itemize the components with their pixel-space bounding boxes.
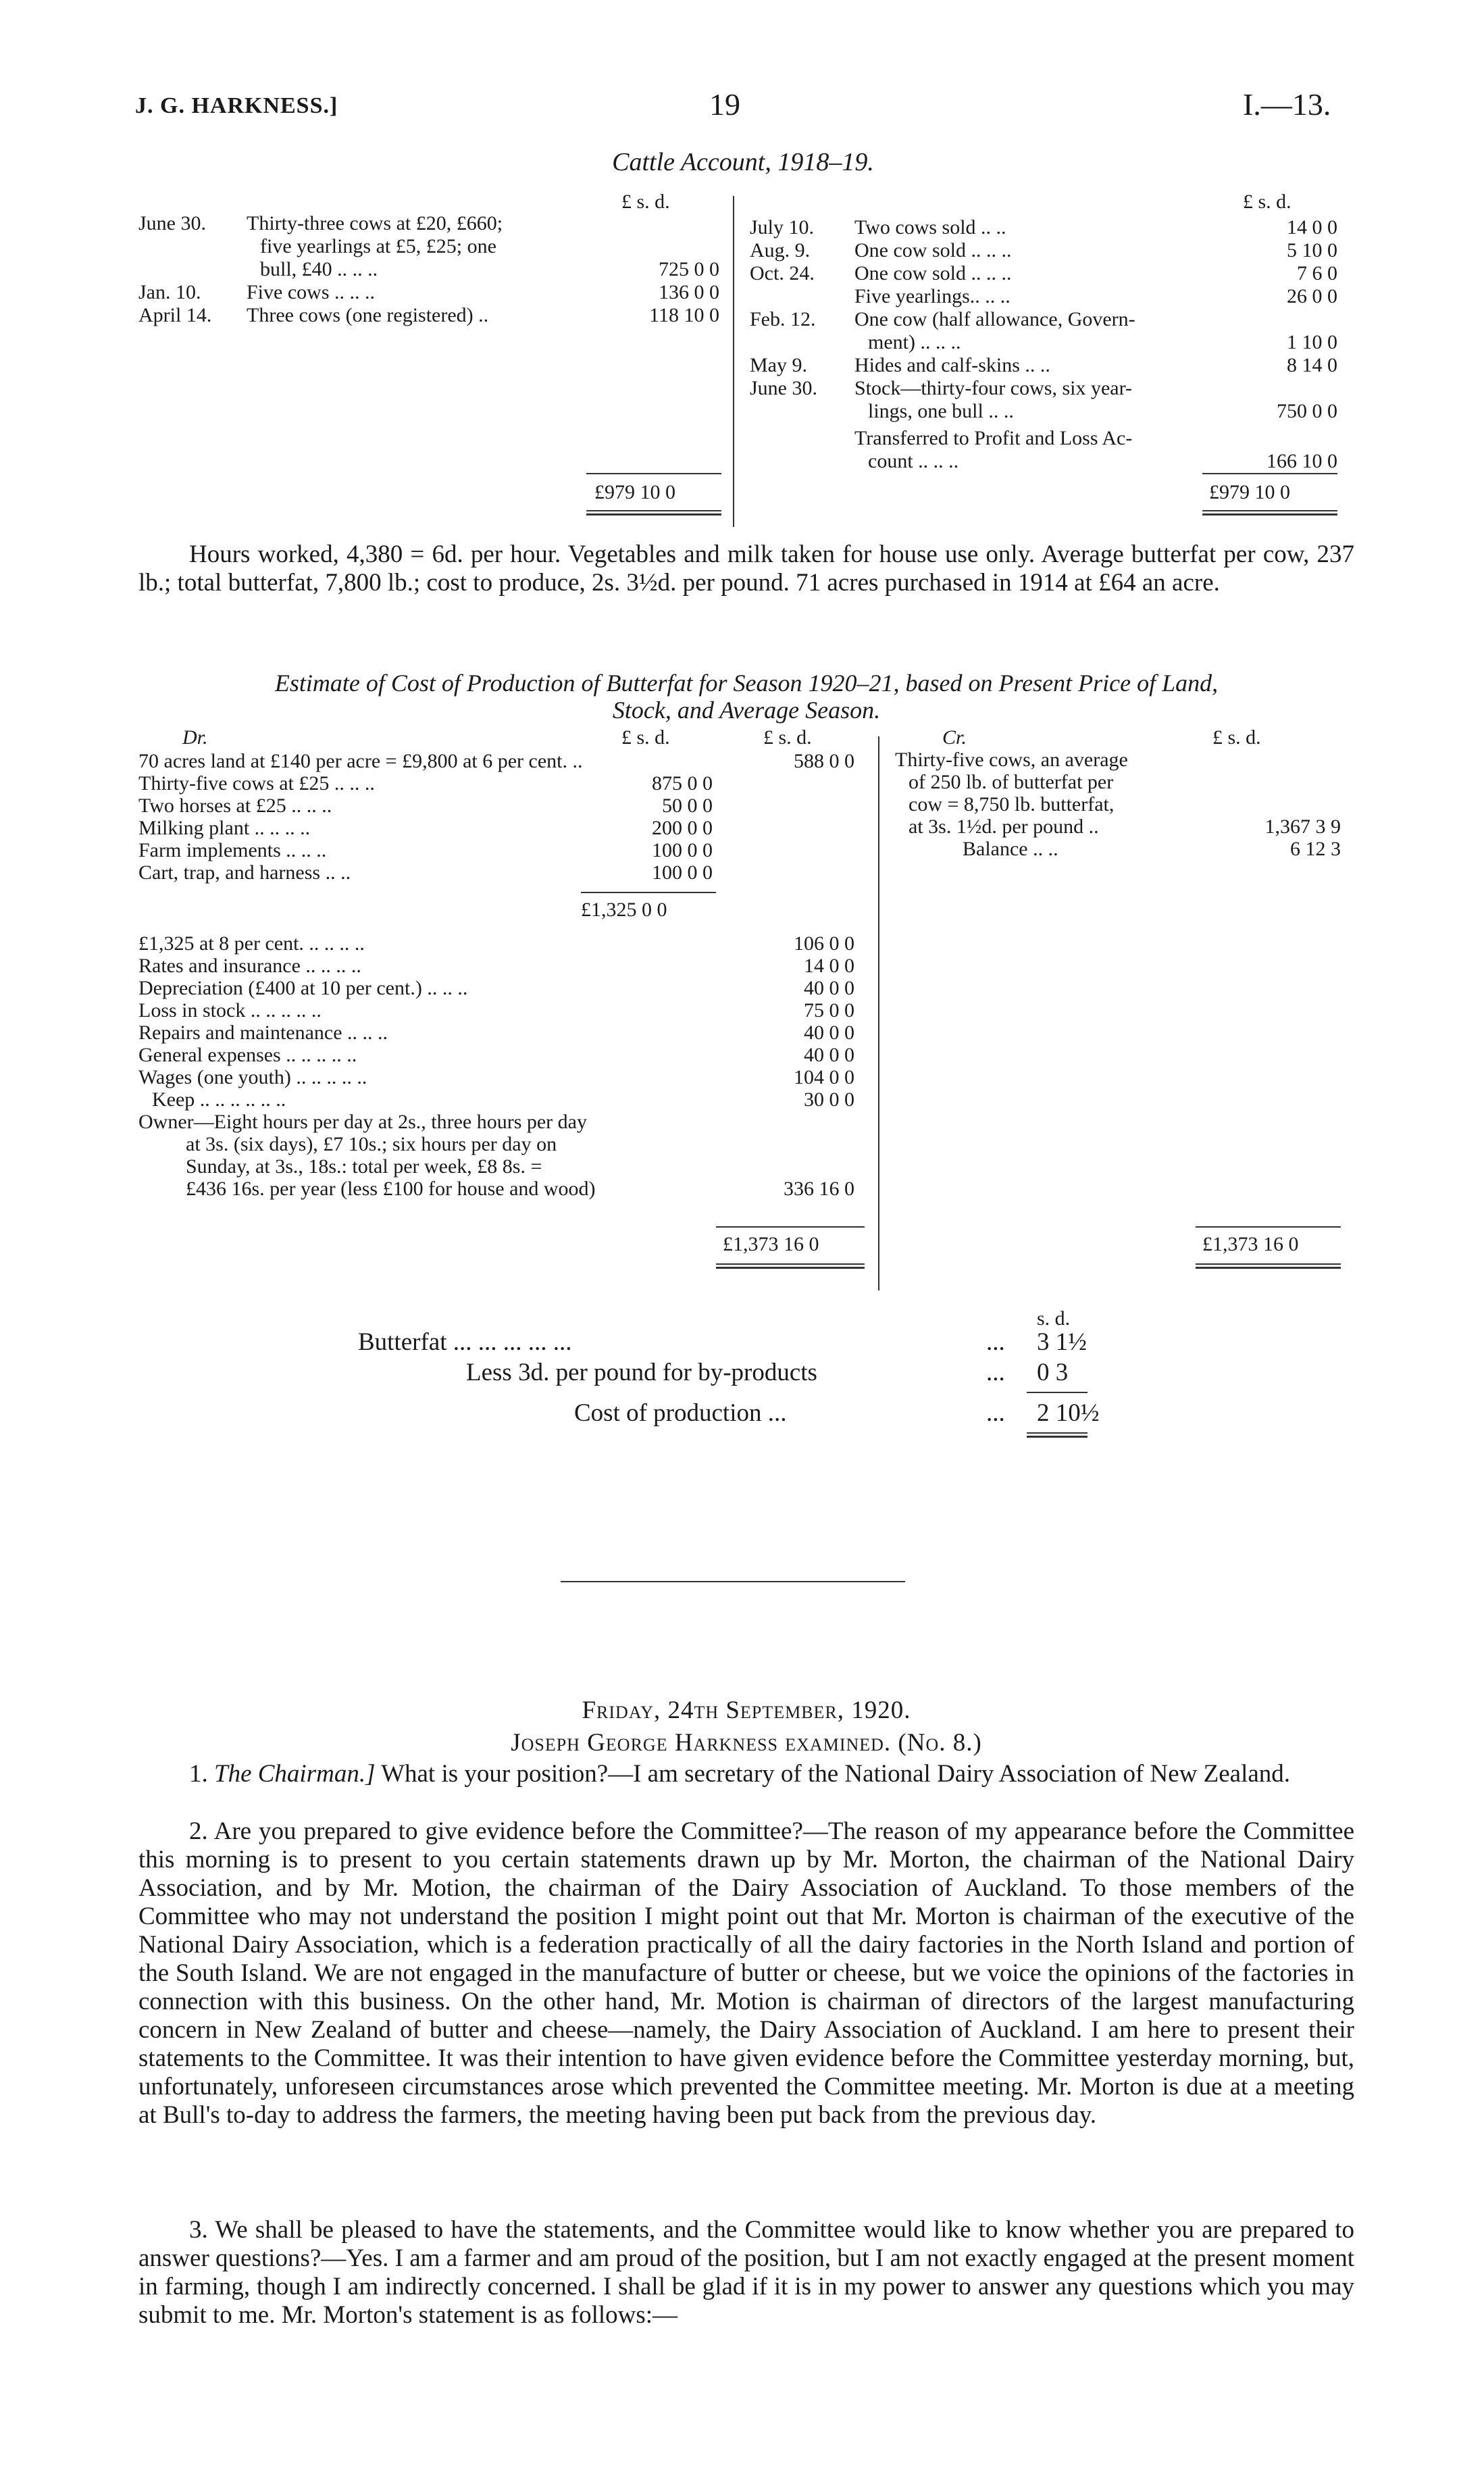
estimate-row: £1,325 at 8 per cent. .. .. .. .. 106 0 0 [138, 932, 854, 955]
estimate-total-rule-left [716, 1226, 865, 1228]
estimate-owner-line: £436 16s. per year (less £100 for house and wood) 336 16 0 [186, 1178, 854, 1200]
estimate-credit-line: at 3s. 1½d. per pound .. 1,367 3 9 [909, 815, 1341, 838]
estimate-balance-line: Balance .. .. 6 12 3 [963, 838, 1341, 860]
cattle-debit-row: five yearlings at £5, £25; one [260, 235, 496, 257]
cattle-rule-right [1202, 473, 1337, 474]
cattle-debit-row: April 14. Three cows (one registered) .. 118 10 0 [138, 304, 719, 326]
cattle-credit-row: Transferred to Profit and Loss Ac- [854, 427, 1133, 449]
estimate-row: Thirty-five cows at £25 .. .. .. 875 0 0 [138, 772, 713, 795]
estimate-row: Keep .. .. .. .. .. .. 30 0 0 [152, 1088, 854, 1111]
cattle-credit-row: Feb. 12. One cow (half allowance, Govern- [750, 308, 1135, 330]
estimate-credit [895, 749, 1341, 860]
estimate-total-rule-right [1196, 1226, 1341, 1228]
estimate-row: General expenses .. .. .. .. .. 40 0 0 [138, 1044, 854, 1066]
cattle-credit-row: count .. .. .. 166 10 0 [868, 450, 1337, 472]
cattle-total-right: £979 10 0 [1209, 481, 1290, 503]
estimate-credit-line: Thirty-five cows, an average [895, 749, 1128, 771]
estimate-row: Rates and insurance .. .. .. .. 14 0 0 [138, 955, 854, 977]
cost-double-rule [1027, 1432, 1088, 1438]
estimate-title-line1: Estimate of Cost of Production of Butterfat for Season 1920–21, based on Present Price of Land, [274, 670, 1219, 697]
cattle-account-title: Cattle Account, 1918–19. [612, 148, 874, 176]
estimate-row: Wages (one youth) .. .. .. .. .. 104 0 0 [138, 1066, 854, 1088]
estimate-cr-label: Cr. [942, 726, 967, 749]
page-number: 19 [709, 87, 740, 122]
cattle-rule-left [586, 473, 721, 474]
cattle-credit-row: Five yearlings.. .. .. 26 0 0 [854, 285, 1337, 307]
estimate-currency-2: £ s. d. [763, 726, 812, 749]
estimate-owner-line: Sunday, at 3s., 18s.: total per week, £8 8s. = [186, 1155, 542, 1178]
estimate-row: Two horses at £25 .. .. .. 50 0 0 [138, 795, 713, 817]
witness-heading: Joseph George Harkness examined. (No. 8.) [511, 1729, 982, 1757]
estimate-currency-3: £ s. d. [1212, 726, 1261, 749]
estimate-divider [878, 736, 879, 1290]
cattle-total-left: £979 10 0 [594, 481, 675, 503]
estimate-owner-line: at 3s. (six days), £7 10s.; six hours per day on [186, 1133, 557, 1155]
cattle-debit-row: June 30. Thirty-three cows at £20, £660; [138, 212, 503, 234]
cattle-currency-right: £ s. d. [1243, 191, 1291, 213]
estimate-owner-line: Owner—Eight hours per day at 2s., three hours per day [138, 1111, 587, 1133]
chairman-speaker: The Chairman.] [214, 1760, 376, 1788]
cattle-credit-row: June 30. Stock—thirty-four cows, six year- [750, 377, 1132, 399]
cattle-credit-row: lings, one bull .. .. 750 0 0 [868, 400, 1337, 422]
cattle-debit-list [138, 212, 726, 327]
estimate-row: 70 acres land at £140 per acre = £9,800 at 6 per cent. .. 588 0 0 [138, 750, 854, 772]
cost-row-total: Cost of production ... ... 2 10½ [574, 1399, 1100, 1427]
running-head-left: J. G. HARKNESS.] [135, 93, 338, 118]
cost-rule [1027, 1392, 1088, 1393]
question-3: 3. We shall be pleased to have the statements, and the Committee would like to know whether you are prepared to answer questions?—Yes. I am a farmer and am proud of the position, but I am not exactly engaged at the present moment in farming, though I am indirectly concerned. I shall be glad if it is in my power to answer any questions which you may submit to me. Mr. Morton's statement is as follows:— [138, 2216, 1354, 2329]
cattle-credit-row: May 9. Hides and calf-skins .. .. 8 14 0 [750, 354, 1337, 376]
estimate-double-rule-left [716, 1263, 865, 1269]
estimate-credit-line: of 250 lb. of butterfat per [909, 771, 1114, 793]
cattle-credit-list [750, 216, 1337, 473]
cost-currency-head: s. d. [1037, 1307, 1071, 1330]
estimate-double-rule-right [1196, 1263, 1341, 1269]
estimate-row: Repairs and maintenance .. .. .. 40 0 0 [138, 1022, 854, 1044]
estimate-subtotal-rule [581, 892, 716, 893]
cattle-debit-row: bull, £40 .. .. .. 725 0 0 [260, 258, 719, 280]
cost-row-byproducts: Less 3d. per pound for by-products ... 0 3 [466, 1359, 1069, 1386]
question-2: 2. Are you prepared to give evidence before the Committee?—The reason of my appearance before the Committee this morning is to present to you certain statements drawn up by Mr. Morton, the chairman of the National Dairy Association, and by Mr. Motion, the chairman of the Dairy Association of Auckland. To those members of the Committee who may not understand the position I might point out that Mr. Morton is chairman of the executive of the National Dairy Association, which is a federation practically of all the dairy factories in the North Island and portion of the South Island. We are not engaged in the manufacture of butter or cheese, but we voice the opinions of the factories in connection with this business. On the other hand, Mr. Motion is chairman of directors of the largest manufacturing concern in New Zealand of butter and cheese—namely, the Dairy Association of Auckland. I am here to present their statements to the Committee. It was their intention to have given evidence before the Committee yesterday morning, but, unfortunately, unforeseen circumstances arose which prevented the Committee meeting. Mr. Morton is due at a meeting at Bull's to-day to address the farmers, the meeting having been put back from the previous day. [138, 1817, 1354, 2129]
estimate-row: Milking plant .. .. .. .. 200 0 0 [138, 817, 713, 839]
paper-reference: I.—13. [1243, 87, 1331, 122]
meeting-date: Friday, 24th September, 1920. [582, 1696, 911, 1724]
cattle-credit-row: Aug. 9. One cow sold .. .. .. 5 10 0 [750, 239, 1337, 261]
estimate-debit-top [138, 750, 854, 884]
cattle-double-rule-right [1202, 510, 1337, 515]
estimate-row: Loss in stock .. .. .. .. .. 75 0 0 [138, 999, 854, 1022]
section-separator [561, 1581, 905, 1582]
estimate-subtotal: £1,325 0 0 [581, 899, 667, 921]
cattle-currency-left: £ s. d. [621, 191, 670, 213]
estimate-credit-line: cow = 8,750 lb. butterfat, [909, 793, 1115, 815]
estimate-dr-label: Dr. [182, 726, 208, 749]
cattle-credit-row: ment) .. .. .. 1 10 0 [868, 331, 1337, 353]
question-1: 1. The Chairman.] What is your position?—I am secretary of the National Dairy Association of New Zealand. [189, 1760, 1291, 1788]
cattle-summary: Hours worked, 4,380 = 6d. per hour. Vegetables and milk taken for house use only. Average butterfat per cow, 237 lb.; total butterfat, 7,800 lb.; cost to produce, 2s. 3½d. per pound. 71 acres purchased in 1914 at £64 an acre. [138, 540, 1354, 597]
cattle-divider [733, 196, 734, 527]
cattle-debit-row: Jan. 10. Five cows .. .. .. 136 0 0 [138, 281, 719, 303]
cattle-double-rule-left [586, 510, 721, 515]
estimate-row: Cart, trap, and harness .. .. 100 0 0 [138, 861, 713, 884]
cattle-credit-row: July 10. Two cows sold .. .. 14 0 0 [750, 216, 1337, 238]
cost-row-butterfat: Butterfat ... ... ... ... ... ... 3 1½ [358, 1328, 1087, 1356]
estimate-debit-bottom [138, 932, 854, 1200]
cattle-credit-row: Oct. 24. One cow sold .. .. .. 7 6 0 [750, 262, 1337, 284]
estimate-total-left: £1,373 16 0 [723, 1233, 819, 1255]
estimate-row: Farm implements .. .. .. 100 0 0 [138, 839, 713, 861]
estimate-title-line2: Stock, and Average Season. [612, 697, 881, 724]
estimate-row: Depreciation (£400 at 10 per cent.) .. .. .. 40 0 0 [138, 977, 854, 999]
estimate-total-right: £1,373 16 0 [1202, 1233, 1299, 1255]
estimate-currency-1: £ s. d. [621, 726, 670, 749]
